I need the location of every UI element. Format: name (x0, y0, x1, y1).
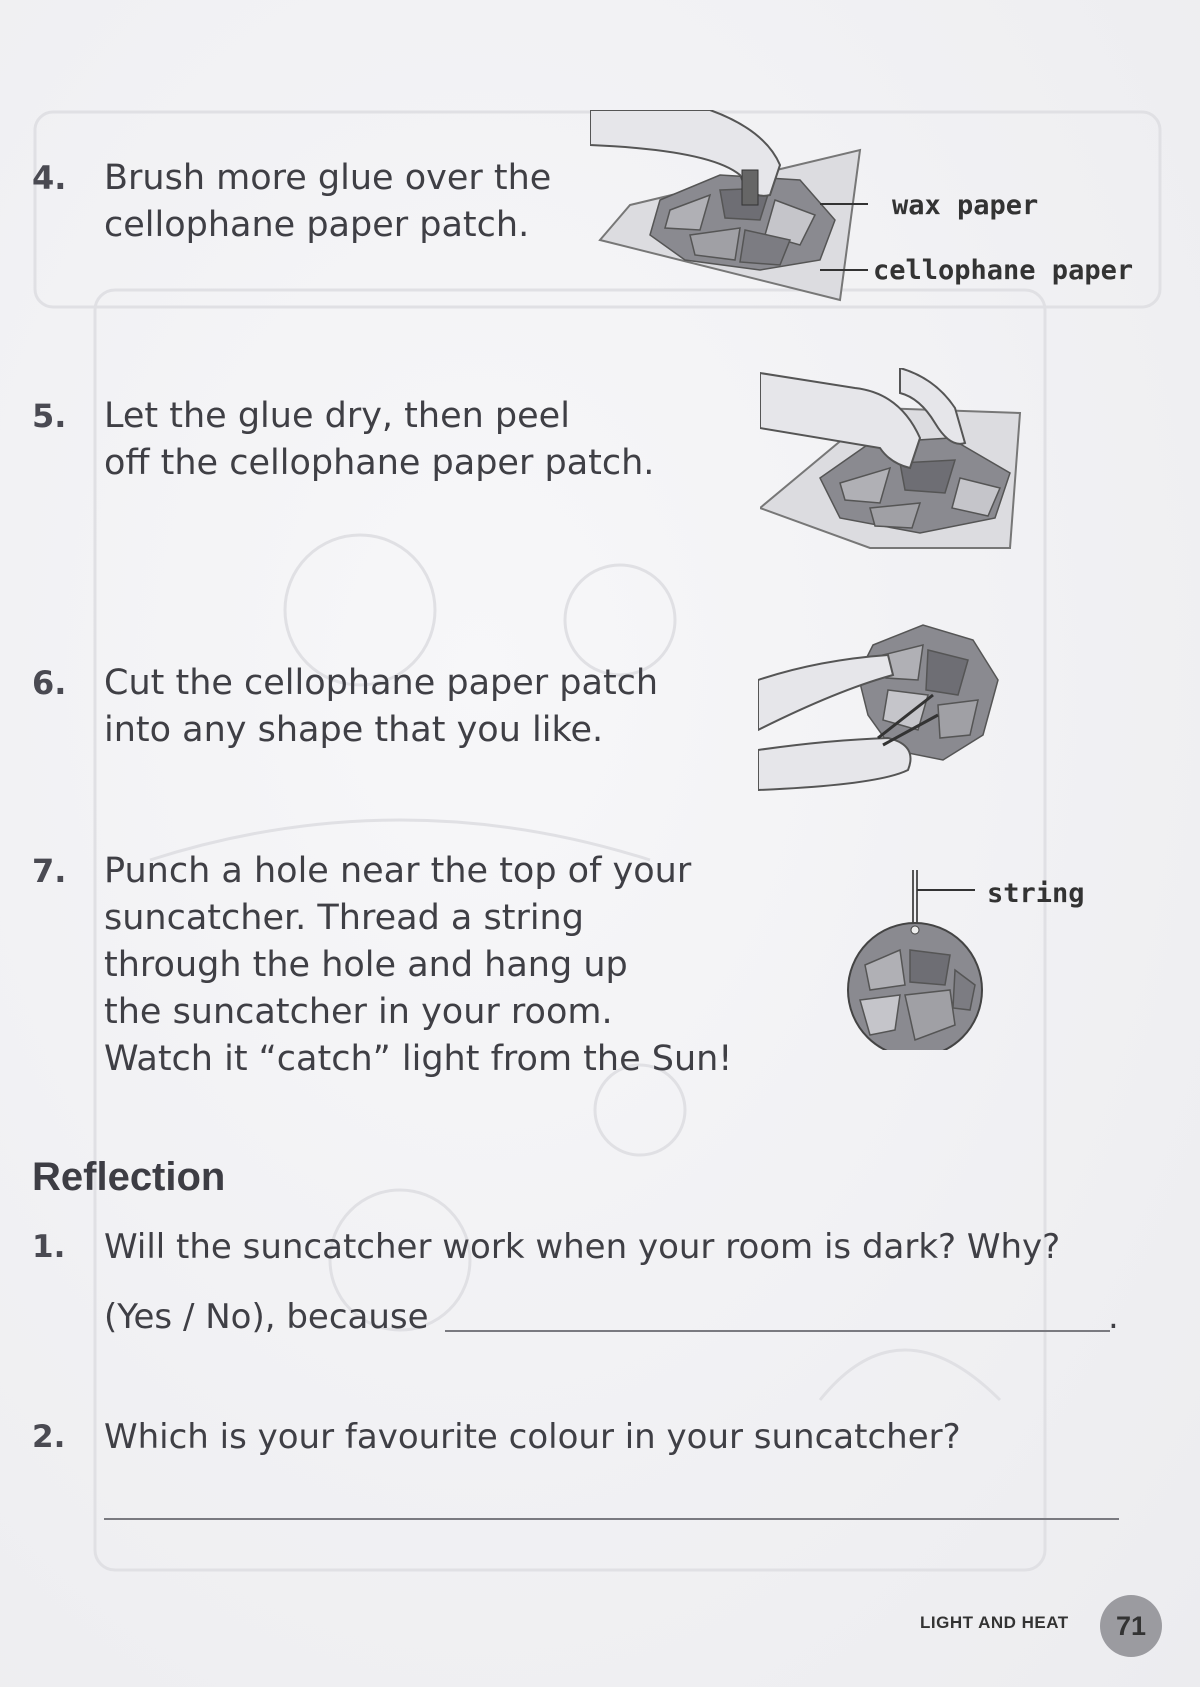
cutting-patch-illustration (758, 620, 1008, 800)
cellophane-paper-label: cellophane paper (873, 255, 1134, 286)
chapter-title: LIGHT AND HEAT (920, 1613, 1069, 1632)
step-text-line: Cut the cellophane paper patch (104, 663, 659, 703)
step-number: 5. (32, 397, 67, 435)
step-text-line: Let the glue dry, then peel (104, 396, 570, 436)
step-text-line: cellophane paper patch. (104, 205, 530, 245)
wax-paper-label: wax paper (892, 190, 1039, 221)
answer-suffix: . (1108, 1297, 1119, 1337)
label-leader-lines (820, 190, 870, 280)
hanging-suncatcher-illustration (845, 870, 995, 1050)
answer-line-1[interactable] (445, 1330, 1110, 1332)
peeling-patch-illustration (760, 368, 1030, 558)
question-text: Which is your favourite colour in your suncatcher? (104, 1417, 961, 1457)
step-text-line: through the hole and hang up (104, 945, 628, 985)
step-text-line: Punch a hole near the top of your (104, 851, 692, 891)
step-text-line: suncatcher. Thread a string (104, 898, 584, 938)
step-text-line: into any shape that you like. (104, 710, 604, 750)
question-text: Will the suncatcher work when your room is dark? Why? (104, 1227, 1061, 1267)
string-label: string (987, 878, 1085, 909)
step-text-line: Watch it “catch” light from the Sun! (104, 1039, 733, 1079)
reflection-heading: Reflection (32, 1155, 226, 1199)
step-number: 4. (32, 159, 67, 197)
page-number-badge: 71 (1100, 1595, 1162, 1657)
question-number: 1. (32, 1229, 66, 1265)
step-text-line: off the cellophane paper patch. (104, 443, 655, 483)
question-number: 2. (32, 1419, 66, 1455)
step-text-line: the suncatcher in your room. (104, 992, 613, 1032)
answer-line-2[interactable] (104, 1518, 1119, 1520)
step-number: 7. (32, 852, 67, 890)
step-number: 6. (32, 664, 67, 702)
step-text-line: Brush more glue over the (104, 158, 552, 198)
answer-prefix: (Yes / No), because (104, 1297, 429, 1337)
